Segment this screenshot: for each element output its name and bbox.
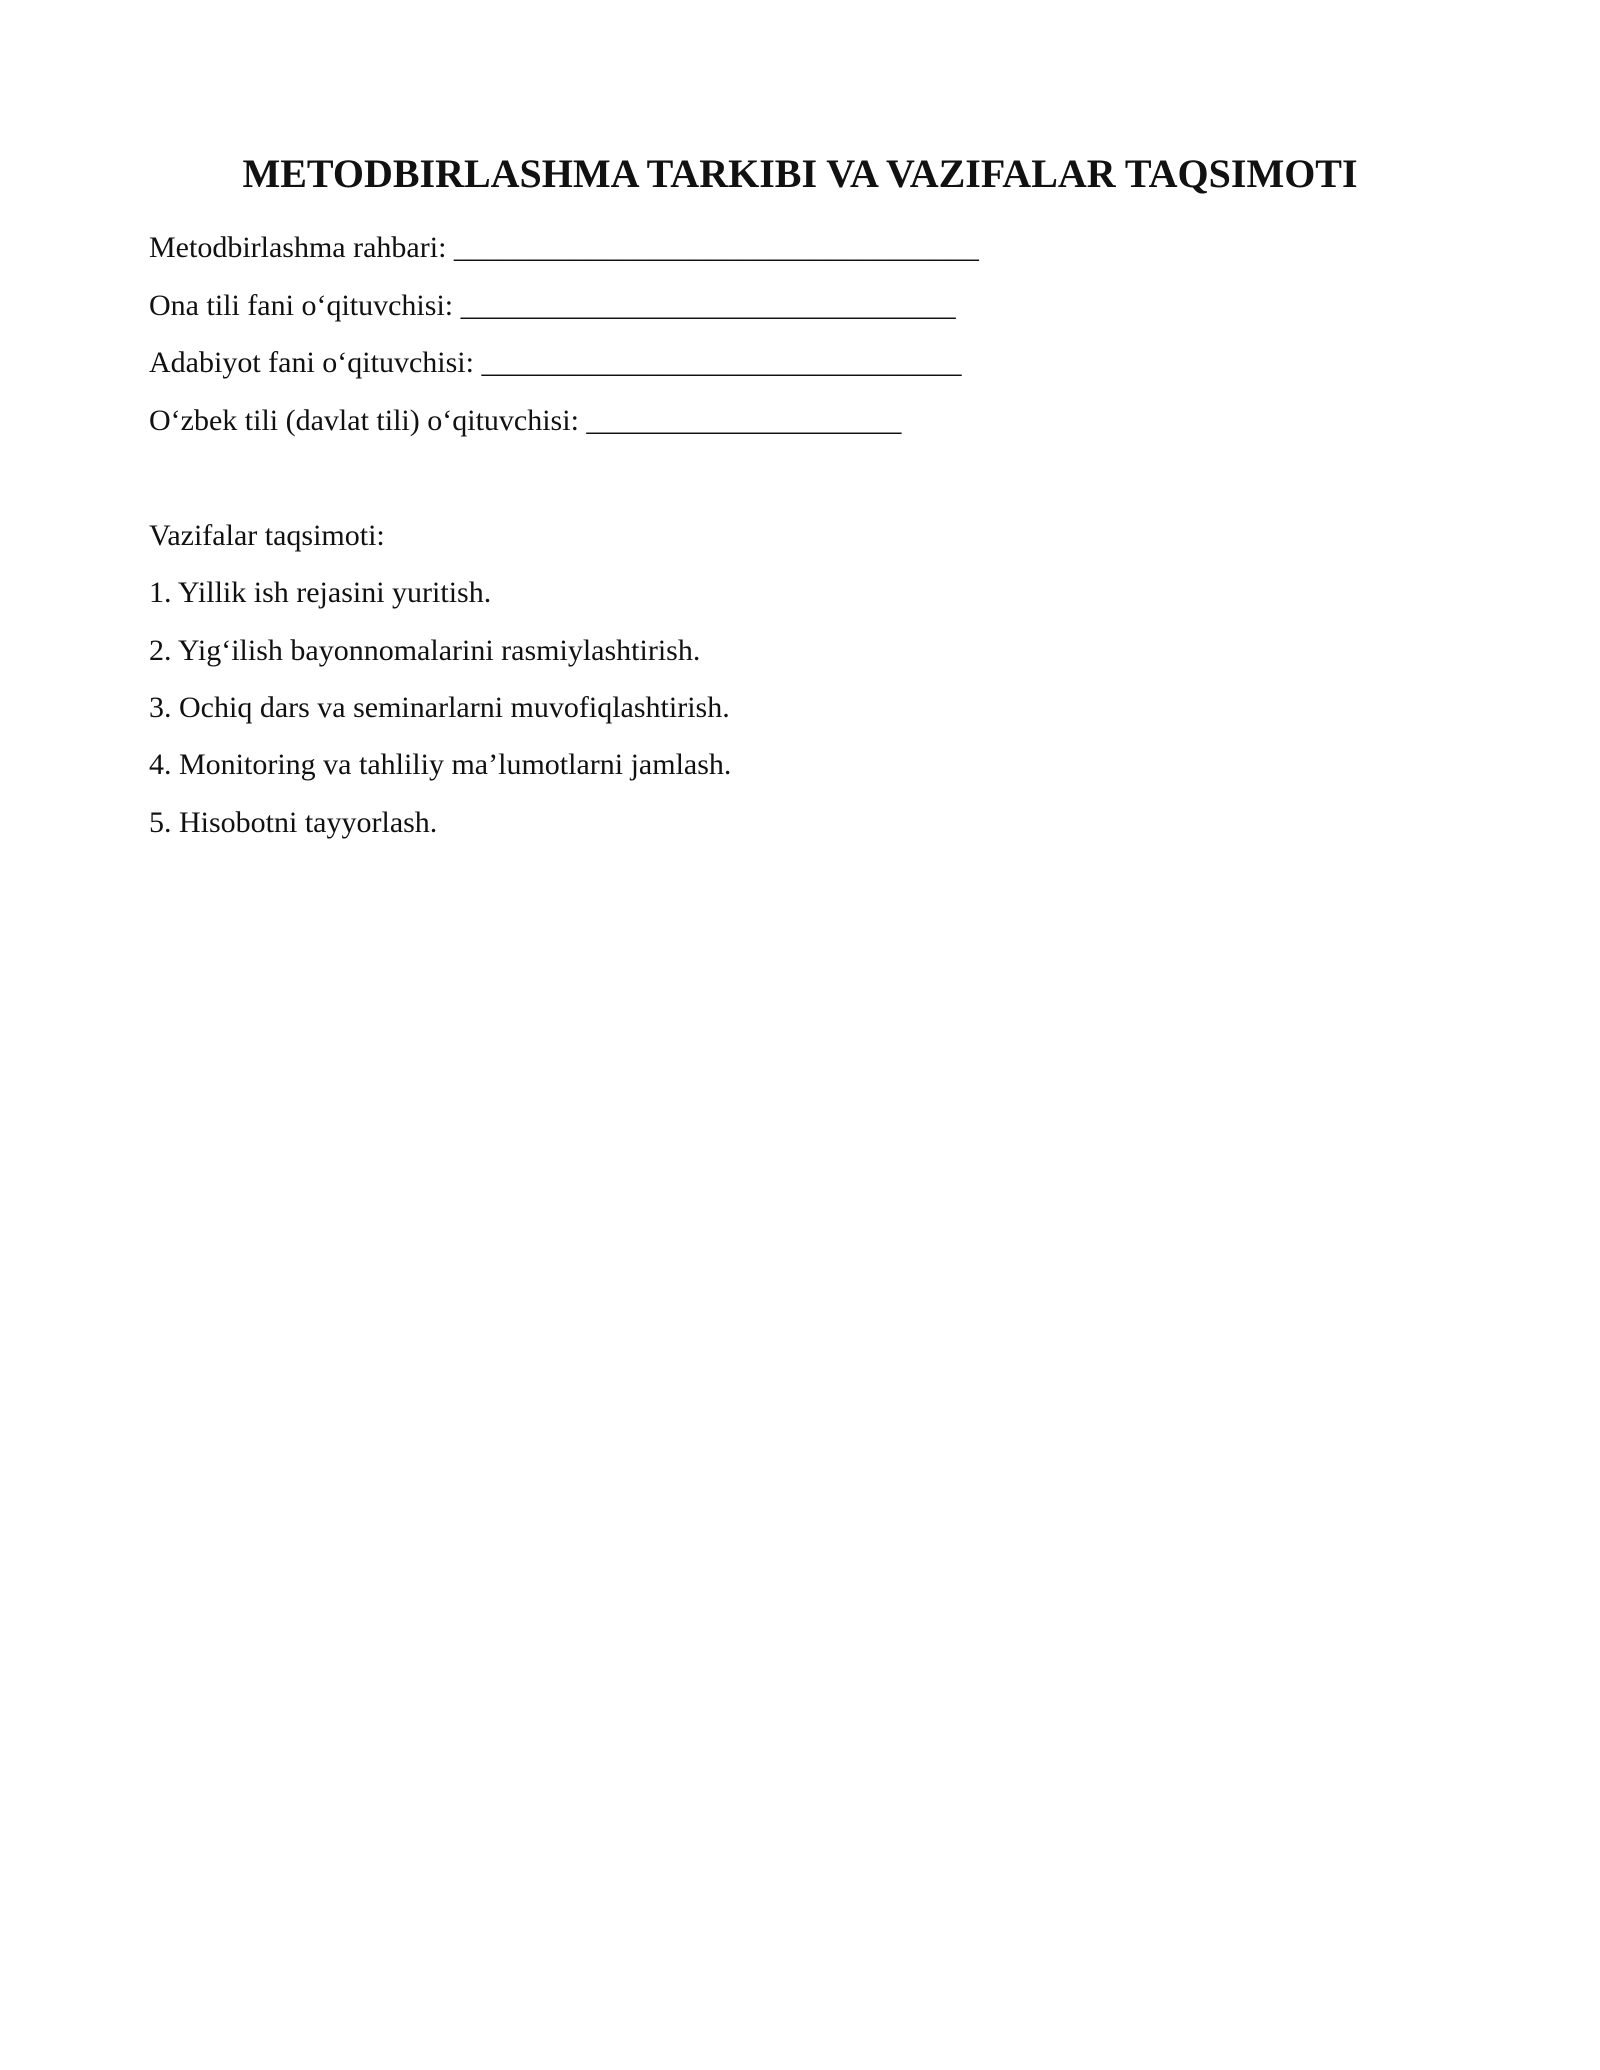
member-label: Metodbirlashma rahbari: xyxy=(149,231,447,264)
duties-heading: Vazifalar taqsimoti: xyxy=(149,519,385,552)
fill-in-blank: _____________________ xyxy=(586,404,902,437)
duty-item: 2. Yig‘ilish bayonnomalarini rasmiylashtirish. xyxy=(149,634,701,667)
member-line-state-language-teacher xyxy=(149,401,1449,441)
duty-item: 3. Ochiq dars va seminarlarni muvofiqlashtirish. xyxy=(149,691,730,724)
member-line-literature-teacher xyxy=(149,343,1449,383)
duty-item: 5. Hisobotni tayyorlash. xyxy=(149,806,438,839)
fill-in-blank: _________________________________ xyxy=(460,289,956,322)
document-title: METODBIRLASHMA TARKIBI VA VAZIFALAR TAQSIMOTI xyxy=(242,151,1358,196)
member-label: O‘zbek tili (davlat tili) o‘qituvchisi: xyxy=(149,404,579,437)
member-label: Adabiyot fani o‘qituvchisi: xyxy=(149,346,474,379)
duty-item: 4. Monitoring va tahliliy ma’lumotlarni jamlash. xyxy=(149,748,732,781)
member-line-head xyxy=(149,228,1449,268)
member-line-mother-tongue-teacher xyxy=(149,286,1449,326)
member-label: Ona tili fani o‘qituvchisi: xyxy=(149,289,454,322)
duty-item: 1. Yillik ish rejasini yuritish. xyxy=(149,576,492,609)
fill-in-blank: ___________________________________ xyxy=(453,231,979,264)
fill-in-blank: ________________________________ xyxy=(481,346,962,379)
